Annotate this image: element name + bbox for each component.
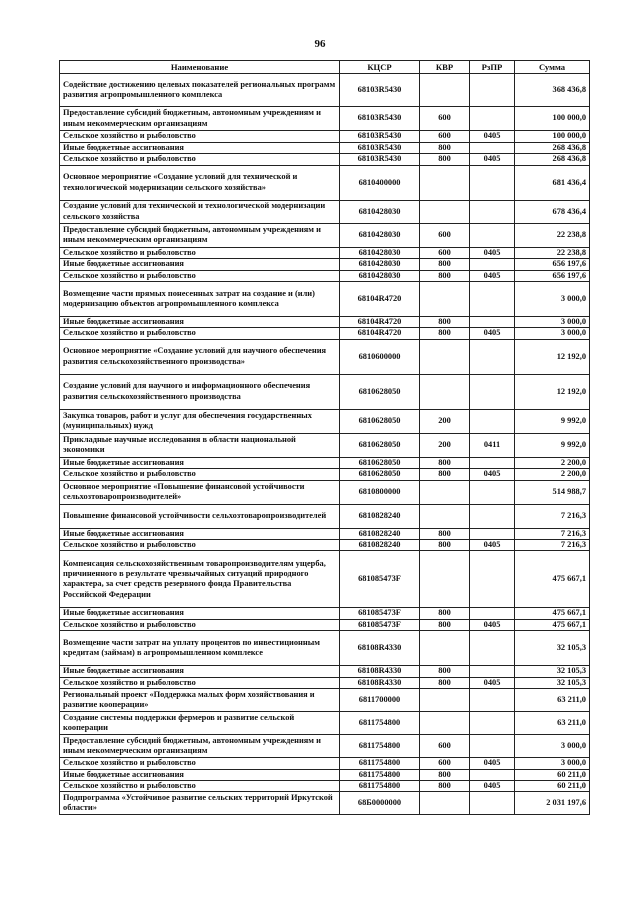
table-row bbox=[60, 712, 590, 735]
cell-kcsr: 6810428030 bbox=[340, 247, 420, 258]
table-row bbox=[60, 480, 590, 504]
cell-rzpr bbox=[470, 74, 515, 107]
cell-rzpr: 0411 bbox=[470, 433, 515, 457]
cell-kvr: 800 bbox=[420, 328, 470, 339]
cell-kcsr: 6810628050 bbox=[340, 409, 420, 433]
cell-kvr: 600 bbox=[420, 247, 470, 258]
table-row bbox=[60, 247, 590, 258]
cell-rzpr bbox=[470, 712, 515, 735]
cell-kcsr: 68108R4330 bbox=[340, 631, 420, 666]
cell-kcsr: 6810600000 bbox=[340, 339, 420, 374]
cell-sum: 9 992,0 bbox=[515, 433, 590, 457]
cell-kvr: 600 bbox=[420, 107, 470, 131]
cell-sum: 268 436,8 bbox=[515, 143, 590, 154]
cell-sum: 514 988,7 bbox=[515, 480, 590, 504]
cell-sum: 12 192,0 bbox=[515, 339, 590, 374]
cell-rzpr: 0405 bbox=[470, 758, 515, 769]
cell-sum: 7 216,3 bbox=[515, 528, 590, 539]
cell-name: Сельское хозяйство и рыболовство bbox=[60, 469, 340, 480]
header-kcsr: КЦСР bbox=[340, 61, 420, 74]
table-row bbox=[60, 758, 590, 769]
cell-name: Региональный проект «Поддержка малых форм хозяйствования и развитие кооперации» bbox=[60, 689, 340, 712]
budget-table bbox=[59, 60, 590, 815]
cell-kvr bbox=[420, 551, 470, 608]
cell-sum: 60 211,0 bbox=[515, 769, 590, 780]
cell-kvr: 600 bbox=[420, 131, 470, 143]
cell-kvr: 800 bbox=[420, 608, 470, 619]
cell-sum: 60 211,0 bbox=[515, 780, 590, 791]
cell-name: Сельское хозяйство и рыболовство bbox=[60, 780, 340, 791]
cell-kcsr: 68103R5430 bbox=[340, 154, 420, 165]
cell-sum: 368 436,8 bbox=[515, 74, 590, 107]
cell-sum: 475 667,1 bbox=[515, 551, 590, 608]
header-name: Наименование bbox=[60, 61, 340, 74]
table-row bbox=[60, 528, 590, 539]
cell-kcsr: 681085473F bbox=[340, 619, 420, 630]
cell-sum: 100 000,0 bbox=[515, 131, 590, 143]
cell-kvr bbox=[420, 74, 470, 107]
table-row bbox=[60, 689, 590, 712]
cell-name: Создание системы поддержки фермеров и развитие сельской кооперации bbox=[60, 712, 340, 735]
cell-rzpr bbox=[470, 165, 515, 200]
cell-kvr: 800 bbox=[420, 259, 470, 270]
cell-name: Предоставление субсидий бюджетным, автономным учреждениям и иным некоммерческим организациям bbox=[60, 735, 340, 758]
cell-rzpr bbox=[470, 551, 515, 608]
cell-kvr bbox=[420, 282, 470, 317]
cell-kcsr: 68104R4720 bbox=[340, 328, 420, 339]
cell-kvr: 800 bbox=[420, 154, 470, 165]
cell-name: Сельское хозяйство и рыболовство bbox=[60, 328, 340, 339]
cell-kcsr: 68103R5430 bbox=[340, 131, 420, 143]
cell-kvr bbox=[420, 374, 470, 409]
cell-rzpr bbox=[470, 792, 515, 815]
cell-sum: 3 000,0 bbox=[515, 735, 590, 758]
table-row bbox=[60, 631, 590, 666]
table-row bbox=[60, 735, 590, 758]
table-row bbox=[60, 551, 590, 608]
cell-rzpr: 0405 bbox=[470, 247, 515, 258]
cell-sum: 3 000,0 bbox=[515, 328, 590, 339]
cell-kcsr: 68108R4330 bbox=[340, 677, 420, 688]
cell-rzpr bbox=[470, 374, 515, 409]
cell-name: Сельское хозяйство и рыболовство bbox=[60, 619, 340, 630]
table-row bbox=[60, 143, 590, 154]
table-row bbox=[60, 339, 590, 374]
cell-rzpr bbox=[470, 457, 515, 468]
cell-kvr bbox=[420, 689, 470, 712]
cell-sum: 63 211,0 bbox=[515, 689, 590, 712]
cell-kcsr: 6810628050 bbox=[340, 433, 420, 457]
cell-rzpr bbox=[470, 689, 515, 712]
cell-kcsr: 6811700000 bbox=[340, 689, 420, 712]
cell-name: Возмещение части прямых понесенных затрат на создание и (или) модернизацию объектов агропромышленного комплекса bbox=[60, 282, 340, 317]
cell-kcsr: 68103R5430 bbox=[340, 143, 420, 154]
table-row bbox=[60, 317, 590, 328]
cell-name: Иные бюджетные ассигнования bbox=[60, 528, 340, 539]
cell-name: Содействие достижению целевых показателей региональных программ развития агропромышленного комплекса bbox=[60, 74, 340, 107]
table-row bbox=[60, 282, 590, 317]
cell-name: Сельское хозяйство и рыболовство bbox=[60, 677, 340, 688]
cell-kcsr: 6811754800 bbox=[340, 758, 420, 769]
table-row bbox=[60, 619, 590, 630]
cell-rzpr bbox=[470, 143, 515, 154]
cell-name: Иные бюджетные ассигнования bbox=[60, 608, 340, 619]
cell-name: Сельское хозяйство и рыболовство bbox=[60, 247, 340, 258]
cell-kcsr: 68108R4330 bbox=[340, 666, 420, 677]
header-kvr: КВР bbox=[420, 61, 470, 74]
cell-name: Прикладные научные исследования в области национальной экономики bbox=[60, 433, 340, 457]
cell-sum: 22 238,8 bbox=[515, 223, 590, 247]
cell-kcsr: 6810628050 bbox=[340, 469, 420, 480]
cell-kcsr: 6810400000 bbox=[340, 165, 420, 200]
cell-rzpr: 0405 bbox=[470, 619, 515, 630]
cell-sum: 268 436,8 bbox=[515, 154, 590, 165]
cell-kcsr: 68Б0000000 bbox=[340, 792, 420, 815]
cell-kcsr: 6810428030 bbox=[340, 259, 420, 270]
cell-sum: 2 200,0 bbox=[515, 469, 590, 480]
cell-rzpr bbox=[470, 666, 515, 677]
table-row bbox=[60, 780, 590, 791]
cell-sum: 2 031 197,6 bbox=[515, 792, 590, 815]
cell-kvr bbox=[420, 165, 470, 200]
cell-name: Иные бюджетные ассигнования bbox=[60, 317, 340, 328]
cell-name: Основное мероприятие «Повышение финансовой устойчивости сельхозтоваропроизводителей» bbox=[60, 480, 340, 504]
cell-kcsr: 6810428030 bbox=[340, 200, 420, 223]
cell-sum: 678 436,4 bbox=[515, 200, 590, 223]
cell-kvr: 800 bbox=[420, 540, 470, 551]
cell-sum: 3 000,0 bbox=[515, 758, 590, 769]
cell-sum: 7 216,3 bbox=[515, 504, 590, 528]
cell-rzpr bbox=[470, 259, 515, 270]
cell-name: Предоставление субсидий бюджетным, автономным учреждениям и иным некоммерческим организациям bbox=[60, 107, 340, 131]
cell-sum: 32 105,3 bbox=[515, 666, 590, 677]
cell-kvr bbox=[420, 792, 470, 815]
table-row bbox=[60, 677, 590, 688]
cell-kcsr: 6811754800 bbox=[340, 735, 420, 758]
cell-kcsr: 6811754800 bbox=[340, 769, 420, 780]
cell-sum: 32 105,3 bbox=[515, 631, 590, 666]
cell-name: Компенсация сельскохозяйственным товаропроизводителям ущерба, причиненного в результате чрезвычайных ситуаций природного характера, за счет средств резервного фонда Правительства Российской Федерации bbox=[60, 551, 340, 608]
cell-kvr bbox=[420, 480, 470, 504]
cell-name: Основное мероприятие «Создание условий для технической и технологической модернизации сельского хозяйства» bbox=[60, 165, 340, 200]
cell-name: Создание условий для научного и информационного обеспечения развития сельскохозяйственного производства bbox=[60, 374, 340, 409]
table-row bbox=[60, 165, 590, 200]
table-row bbox=[60, 74, 590, 107]
cell-name: Сельское хозяйство и рыболовство bbox=[60, 154, 340, 165]
cell-name: Иные бюджетные ассигнования bbox=[60, 769, 340, 780]
cell-rzpr: 0405 bbox=[470, 131, 515, 143]
cell-sum: 475 667,1 bbox=[515, 608, 590, 619]
table-row bbox=[60, 409, 590, 433]
cell-name: Иные бюджетные ассигнования bbox=[60, 457, 340, 468]
cell-sum: 2 200,0 bbox=[515, 457, 590, 468]
table-row bbox=[60, 457, 590, 468]
cell-kcsr: 68103R5430 bbox=[340, 107, 420, 131]
cell-sum: 7 216,3 bbox=[515, 540, 590, 551]
cell-kvr: 800 bbox=[420, 317, 470, 328]
header-rzpr: РзПР bbox=[470, 61, 515, 74]
cell-rzpr: 0405 bbox=[470, 540, 515, 551]
table-row bbox=[60, 154, 590, 165]
cell-kcsr: 68103R5430 bbox=[340, 74, 420, 107]
cell-rzpr: 0405 bbox=[470, 328, 515, 339]
table-row bbox=[60, 540, 590, 551]
cell-rzpr bbox=[470, 504, 515, 528]
cell-kvr: 800 bbox=[420, 666, 470, 677]
table-row bbox=[60, 469, 590, 480]
table-row bbox=[60, 433, 590, 457]
cell-kcsr: 6810800000 bbox=[340, 480, 420, 504]
cell-sum: 32 105,3 bbox=[515, 677, 590, 688]
table-row bbox=[60, 270, 590, 281]
cell-name: Повышение финансовой устойчивости сельхозтоваропроизводителей bbox=[60, 504, 340, 528]
cell-kcsr: 68104R4720 bbox=[340, 317, 420, 328]
cell-kvr: 600 bbox=[420, 223, 470, 247]
cell-kvr: 800 bbox=[420, 528, 470, 539]
table-row bbox=[60, 131, 590, 143]
header-sum: Сумма bbox=[515, 61, 590, 74]
cell-kcsr: 6810428030 bbox=[340, 223, 420, 247]
cell-kvr: 200 bbox=[420, 409, 470, 433]
cell-kvr: 800 bbox=[420, 769, 470, 780]
cell-name: Создание условий для технической и технологической модернизации сельского хозяйства bbox=[60, 200, 340, 223]
cell-name: Закупка товаров, работ и услуг для обеспечения государственных (муниципальных) нужд bbox=[60, 409, 340, 433]
cell-kvr bbox=[420, 712, 470, 735]
cell-sum: 3 000,0 bbox=[515, 317, 590, 328]
cell-name: Сельское хозяйство и рыболовство bbox=[60, 758, 340, 769]
cell-kcsr: 6811754800 bbox=[340, 780, 420, 791]
cell-name: Возмещение части затрат на уплату процентов по инвестиционным кредитам (займам) в агропромышленном комплексе bbox=[60, 631, 340, 666]
cell-kcsr: 68104R4720 bbox=[340, 282, 420, 317]
cell-sum: 22 238,8 bbox=[515, 247, 590, 258]
cell-rzpr bbox=[470, 528, 515, 539]
cell-kvr: 600 bbox=[420, 735, 470, 758]
cell-name: Иные бюджетные ассигнования bbox=[60, 143, 340, 154]
cell-kcsr: 6811754800 bbox=[340, 712, 420, 735]
cell-rzpr: 0405 bbox=[470, 270, 515, 281]
cell-sum: 100 000,0 bbox=[515, 107, 590, 131]
cell-sum: 681 436,4 bbox=[515, 165, 590, 200]
cell-sum: 475 667,1 bbox=[515, 619, 590, 630]
cell-kcsr: 6810428030 bbox=[340, 270, 420, 281]
cell-name: Сельское хозяйство и рыболовство bbox=[60, 270, 340, 281]
cell-kvr: 800 bbox=[420, 780, 470, 791]
table-row bbox=[60, 792, 590, 815]
cell-kcsr: 6810828240 bbox=[340, 504, 420, 528]
page-number: 96 bbox=[314, 38, 326, 50]
cell-sum: 3 000,0 bbox=[515, 282, 590, 317]
cell-kcsr: 681085473F bbox=[340, 551, 420, 608]
cell-name: Подпрограмма «Устойчивое развитие сельских территорий Иркутской области» bbox=[60, 792, 340, 815]
cell-name: Иные бюджетные ассигнования bbox=[60, 666, 340, 677]
table-row bbox=[60, 107, 590, 131]
cell-kvr: 800 bbox=[420, 457, 470, 468]
cell-sum: 656 197,6 bbox=[515, 270, 590, 281]
cell-kcsr: 6810828240 bbox=[340, 528, 420, 539]
cell-kvr: 800 bbox=[420, 143, 470, 154]
cell-rzpr bbox=[470, 282, 515, 317]
cell-kcsr: 6810628050 bbox=[340, 457, 420, 468]
cell-rzpr bbox=[470, 317, 515, 328]
cell-sum: 12 192,0 bbox=[515, 374, 590, 409]
table-body bbox=[60, 74, 590, 815]
cell-rzpr bbox=[470, 608, 515, 619]
table-row bbox=[60, 328, 590, 339]
cell-kvr: 200 bbox=[420, 433, 470, 457]
cell-kvr: 800 bbox=[420, 677, 470, 688]
table-row bbox=[60, 608, 590, 619]
cell-kcsr: 6810828240 bbox=[340, 540, 420, 551]
cell-rzpr bbox=[470, 769, 515, 780]
table-row bbox=[60, 200, 590, 223]
cell-sum: 656 197,6 bbox=[515, 259, 590, 270]
cell-rzpr bbox=[470, 480, 515, 504]
cell-rzpr: 0405 bbox=[470, 677, 515, 688]
cell-kvr: 600 bbox=[420, 758, 470, 769]
cell-rzpr bbox=[470, 631, 515, 666]
cell-rzpr bbox=[470, 200, 515, 223]
cell-rzpr: 0405 bbox=[470, 154, 515, 165]
cell-kcsr: 681085473F bbox=[340, 608, 420, 619]
cell-kvr bbox=[420, 339, 470, 374]
cell-kvr: 800 bbox=[420, 270, 470, 281]
table-row bbox=[60, 666, 590, 677]
cell-name: Предоставление субсидий бюджетным, автономным учреждениям и иным некоммерческим организациям bbox=[60, 223, 340, 247]
cell-rzpr bbox=[470, 735, 515, 758]
cell-name: Иные бюджетные ассигнования bbox=[60, 259, 340, 270]
cell-kcsr: 6810628050 bbox=[340, 374, 420, 409]
cell-rzpr: 0405 bbox=[470, 469, 515, 480]
table-row bbox=[60, 259, 590, 270]
cell-rzpr bbox=[470, 409, 515, 433]
cell-kvr: 800 bbox=[420, 619, 470, 630]
table-row bbox=[60, 374, 590, 409]
cell-kvr: 800 bbox=[420, 469, 470, 480]
cell-name: Сельское хозяйство и рыболовство bbox=[60, 131, 340, 143]
cell-rzpr: 0405 bbox=[470, 780, 515, 791]
cell-rzpr bbox=[470, 107, 515, 131]
cell-rzpr bbox=[470, 223, 515, 247]
cell-sum: 9 992,0 bbox=[515, 409, 590, 433]
table-row bbox=[60, 769, 590, 780]
table-header-row bbox=[60, 61, 590, 74]
cell-kvr bbox=[420, 200, 470, 223]
cell-sum: 63 211,0 bbox=[515, 712, 590, 735]
cell-name: Сельское хозяйство и рыболовство bbox=[60, 540, 340, 551]
cell-kvr bbox=[420, 631, 470, 666]
cell-rzpr bbox=[470, 339, 515, 374]
cell-kvr bbox=[420, 504, 470, 528]
cell-name: Основное мероприятие «Создание условий для научного обеспечения развития сельскохозяйственного производства» bbox=[60, 339, 340, 374]
table-row bbox=[60, 504, 590, 528]
table-row bbox=[60, 223, 590, 247]
